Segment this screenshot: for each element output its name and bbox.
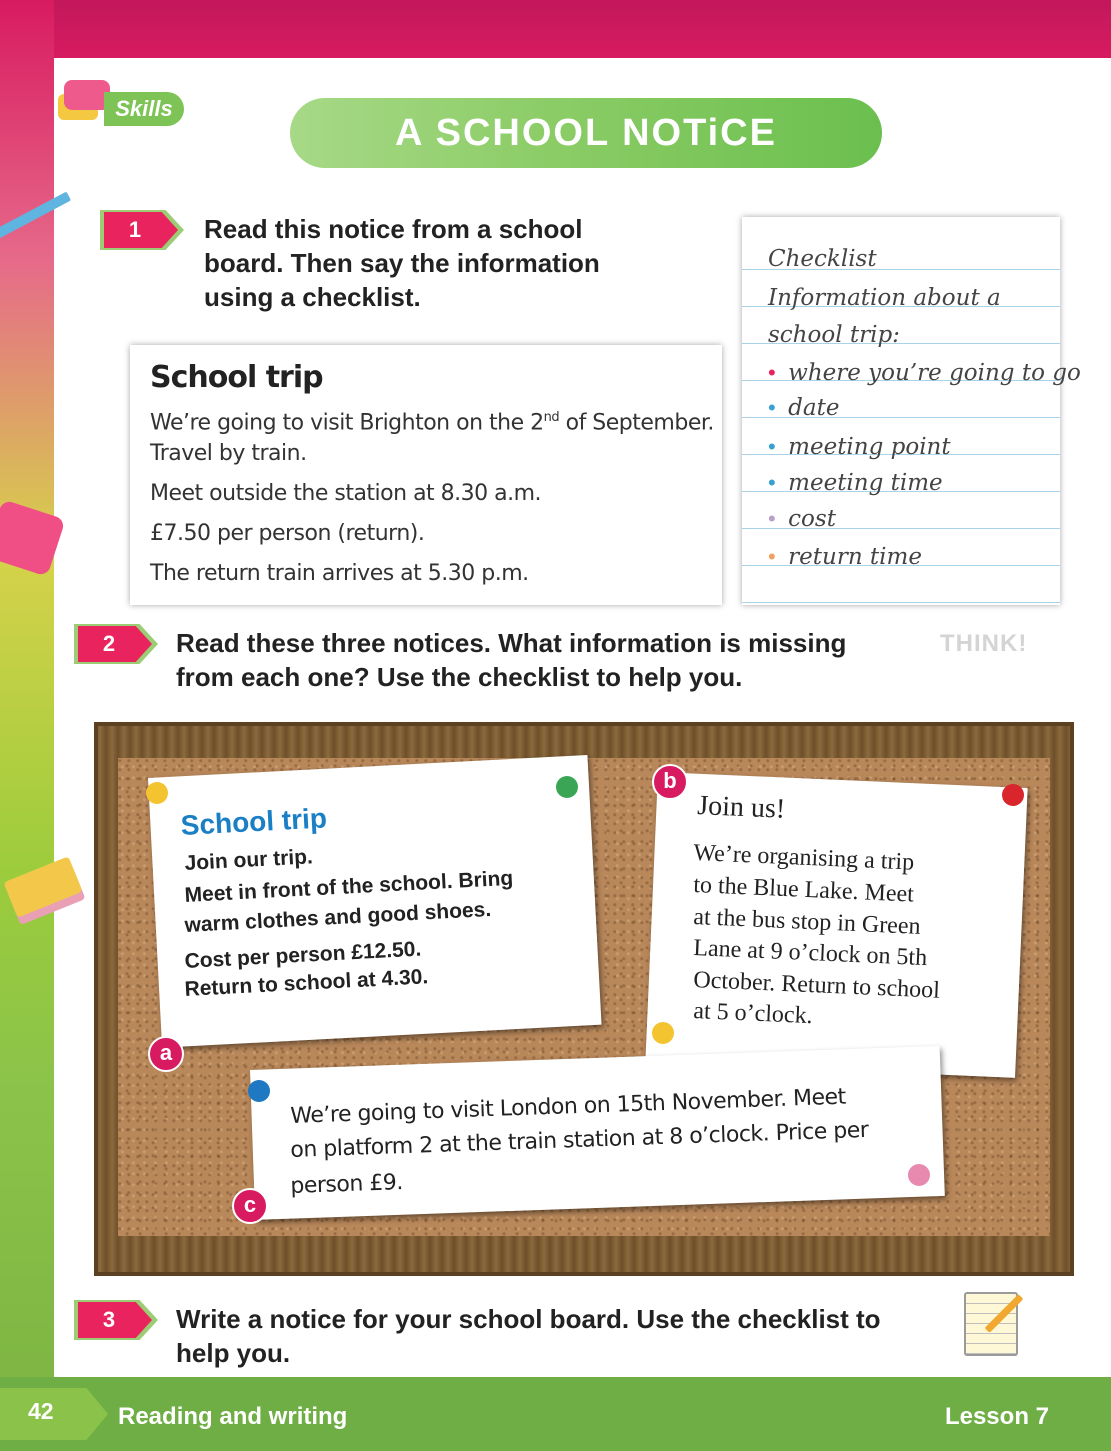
checklist-heading: Checklist — [768, 246, 877, 272]
notice-c-line: We’re going to visit London on 15th November. Meet — [290, 1084, 847, 1129]
exercise-2-instruction — [176, 626, 846, 694]
top-color-band — [0, 0, 1111, 58]
checklist-item — [768, 506, 836, 532]
pushpin-icon — [1002, 784, 1024, 806]
notice-a-badge: a — [148, 1036, 184, 1072]
instruction-line: Write a notice for your school board. Use the checklist to — [176, 1304, 881, 1334]
checklist-item — [768, 544, 922, 570]
notice-line: Meet outside the station at 8.30 a.m. — [150, 481, 542, 506]
page-number: 42 — [28, 1398, 54, 1424]
checklist-subheading: school trip: — [768, 322, 900, 348]
notice-line: The return train arrives at 5.30 p.m. — [150, 561, 529, 586]
notice-line — [150, 410, 714, 435]
exercise-1-number: 1 — [128, 217, 142, 242]
pushpin-icon — [556, 776, 578, 798]
bullet-icon: • — [768, 395, 776, 420]
ordinal-suffix: nd — [543, 410, 560, 425]
checklist-item — [768, 470, 943, 496]
notice-b-line: at 5 o’clock. — [692, 998, 814, 1030]
footer-lesson: Lesson 7 — [944, 1403, 1049, 1430]
notice-line: £7.50 per person (return). — [150, 521, 425, 546]
notice-b-line: We’re organising a trip — [692, 840, 915, 876]
exercise-2-number: 2 — [102, 631, 116, 656]
notice-b-line: at the bus stop in Green — [692, 904, 922, 940]
footer-section: Reading and writing — [118, 1403, 348, 1430]
notice-a-line: Join our trip. — [184, 845, 314, 875]
notice-b-title: Join us! — [696, 790, 786, 825]
notice-line: Travel by train. — [150, 441, 307, 466]
pushpin-icon — [248, 1080, 270, 1102]
left-band-fade — [54, 58, 70, 1451]
pushpin-icon — [652, 1022, 674, 1044]
pushpin-icon — [908, 1164, 930, 1186]
bullet-icon: • — [768, 434, 776, 459]
notice-line-text: We’re going to visit Brighton on the 2 — [150, 410, 544, 436]
notice-b-line: to the Blue Lake. Meet — [692, 872, 915, 908]
notice-c-line: person £9. — [290, 1170, 404, 1199]
notice-b-badge: b — [652, 764, 688, 800]
notice-line-text: of September. — [559, 410, 714, 436]
instruction-line: from each one? Use the checklist to help you. — [176, 662, 743, 692]
skills-tag: Skills — [104, 92, 184, 126]
exercise-1-instruction — [204, 212, 600, 314]
notice-a-line: Return to school at 4.30. — [184, 965, 429, 1001]
checklist-item-label: meeting point — [788, 434, 951, 460]
bullet-icon: • — [768, 506, 776, 531]
checklist-item — [768, 360, 1081, 386]
checklist-item — [768, 395, 839, 421]
instruction-line: help you. — [176, 1338, 291, 1368]
checklist-item-label: meeting time — [788, 470, 943, 496]
checklist-item — [768, 434, 951, 460]
checklist-item-label: return time — [788, 544, 922, 570]
pushpin-icon — [146, 782, 168, 804]
checklist-item-label: date — [788, 395, 840, 421]
think-label: THINK! — [940, 630, 1028, 657]
notice-b-line: October. Return to school — [692, 967, 941, 1004]
notice-a-line: warm clothes and good shoes. — [184, 897, 492, 937]
page-title: A SCHOOL NOTiCE — [395, 112, 777, 154]
exercise-3-number: 3 — [102, 1307, 116, 1332]
instruction-line: Read these three notices. What information is missing — [176, 628, 847, 658]
bullet-icon: • — [768, 470, 776, 495]
checklist-item-label: cost — [788, 506, 836, 532]
notice-c-badge: c — [232, 1188, 268, 1224]
notice-title: School trip — [150, 360, 323, 395]
notice-a-line: Cost per person £12.50. — [184, 937, 422, 973]
notice-a-line: Meet in front of the school. Bring — [184, 866, 514, 907]
bullet-icon: • — [768, 360, 776, 385]
checklist-subheading: Information about a — [768, 285, 1001, 311]
instruction-line: using a checklist. — [204, 282, 421, 312]
instruction-line: board. Then say the information — [204, 248, 600, 278]
notice-a-title: School trip — [180, 802, 328, 841]
checklist-item-label: where you’re going to go — [788, 360, 1081, 386]
bullet-icon: • — [768, 544, 776, 569]
exercise-3-instruction — [176, 1302, 881, 1370]
notice-c-line: on platform 2 at the train station at 8 o’clock. Price per — [290, 1117, 869, 1163]
instruction-line: Read this notice from a school — [204, 214, 583, 244]
notice-b-line: Lane at 9 o’clock on 5th — [692, 935, 928, 972]
